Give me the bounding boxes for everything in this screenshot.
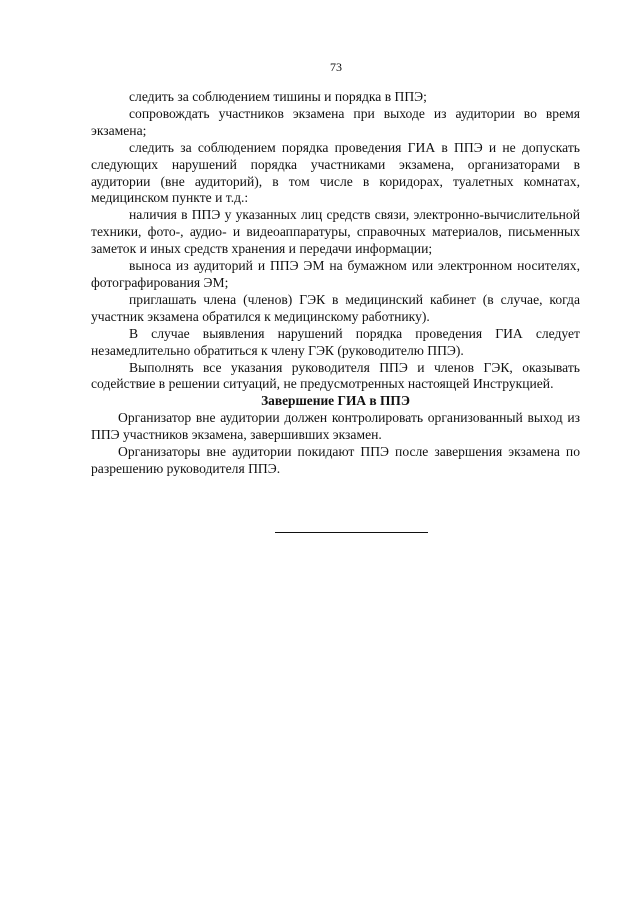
end-of-document-line — [275, 532, 428, 533]
section-heading: Завершение ГИА в ППЭ — [261, 393, 410, 409]
document-body — [91, 89, 580, 478]
paragraph-organizers-leave: Организаторы вне аудитории покидают ППЭ после завершения экзамена по разрешению руководителя ППЭ. — [91, 444, 580, 476]
paragraph-invite-gek-medical: приглашать члена (членов) ГЭК в медицинский кабинет (в случае, когда участник экзамена обратился к медицинскому работнику). — [91, 291, 580, 324]
paragraph-removal-materials: выноса из аудиторий и ППЭ ЭМ на бумажном или электронном носителях, фотографирования ЭМ; — [91, 258, 580, 290]
paragraph-accompany-participants: сопровождать участников экзамена при выходе из аудитории во время экзамена; — [91, 105, 580, 138]
page-number: 73 — [330, 60, 342, 74]
paragraph-violation-report: В случае выявления нарушений порядка проведения ГИА следует незамедлительно обратиться к члену ГЭК (руководителю ППЭ). — [91, 325, 580, 358]
paragraph-organized-exit: Организатор вне аудитории должен контролировать организованный выход из ППЭ участников экзамена, завершивших экзамен. — [91, 410, 580, 443]
paragraph-monitor-procedure: следить за соблюдением порядка проведения ГИА в ППЭ и не допускать следующих нарушений порядка участниками экзамена, организаторами в аудитории (вне аудиторий), в том числе в коридорах, туалетных комнатах, медицинском пункте и т.д.: — [91, 139, 580, 206]
paragraph-silence-order: следить за соблюдением тишины и порядка в ППЭ; — [129, 89, 427, 104]
paragraph-communication-devices: наличия в ППЭ у указанных лиц средств связи, электронно-вычислительной техники, фото-, аудио- и видеоаппаратуры, справочных материалов, письменных заметок и иных средств хранения и передачи информации; — [91, 207, 580, 257]
paragraph-follow-instructions: Выполнять все указания руководителя ППЭ и членов ГЭК, оказывать содействие в решении ситуаций, не предусмотренных настоящей Инструкцией. — [91, 359, 580, 392]
